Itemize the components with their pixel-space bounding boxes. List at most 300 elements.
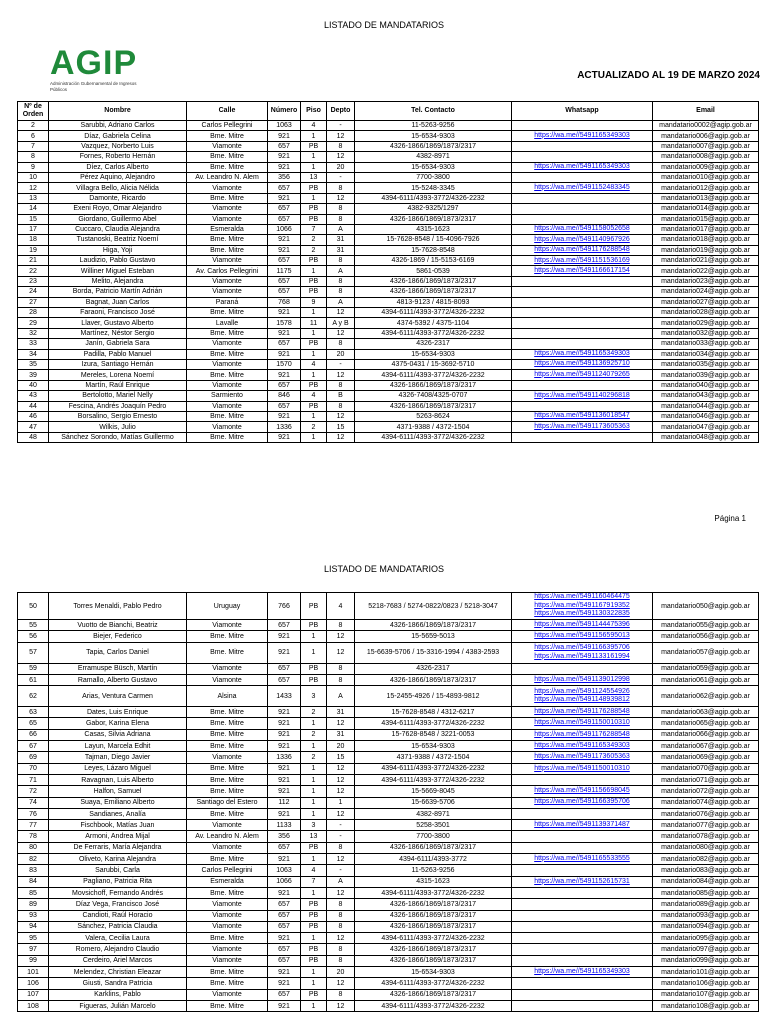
cell-piso: 2	[301, 707, 327, 718]
page-number: Página 1	[714, 514, 746, 523]
cell-email: mandatario034@agip.gob.ar	[653, 349, 759, 359]
cell-piso: 3	[301, 820, 327, 831]
whatsapp-link[interactable]: https://wa.me//5491176288548	[534, 246, 630, 254]
cell-piso: 1	[301, 808, 327, 819]
cell-depto: 8	[327, 339, 355, 349]
cell-whatsapp[interactable]	[512, 411, 653, 421]
cell-depto: 8	[327, 674, 355, 685]
cell-whatsapp[interactable]	[512, 183, 653, 193]
table-row	[18, 820, 759, 831]
cell-telefono: 4382-8971	[355, 152, 512, 162]
cell-whatsapp[interactable]	[512, 642, 653, 663]
cell-email: mandatario014@agip.gob.ar	[653, 204, 759, 214]
cell-depto: 12	[327, 808, 355, 819]
cell-calle: Viamonte	[187, 183, 268, 193]
cell-email: mandatario043@agip.gob.ar	[653, 391, 759, 401]
cell-nombre: Izura, Santiago Hernán	[49, 359, 187, 369]
whatsapp-link[interactable]: https://wa.me//5491152483345	[534, 183, 630, 191]
table-row	[18, 183, 759, 193]
cell-nombre: Pagliano, Patricia Rita	[49, 876, 187, 887]
cell-nombre: Sánchez Sorondo, Matías Guillermo	[49, 432, 187, 442]
cell-numero: 921	[268, 131, 301, 141]
cell-nombre: Janín, Gabriela Sara	[49, 339, 187, 349]
cell-email: mandatario097@agip.gob.ar	[653, 944, 759, 955]
cell-numero: 657	[268, 899, 301, 910]
whatsapp-link[interactable]: https://wa.me//5491148939812	[534, 696, 630, 704]
cell-email: mandatario023@agip.gob.ar	[653, 276, 759, 286]
cell-depto: 15	[327, 422, 355, 432]
cell-piso: PB	[301, 944, 327, 955]
cell-email: mandatario072@agip.gob.ar	[653, 786, 759, 797]
cell-orden: 65	[18, 718, 49, 729]
cell-whatsapp[interactable]	[512, 797, 653, 808]
cell-telefono: 15-5659-5013	[355, 631, 512, 642]
cell-whatsapp[interactable]	[512, 854, 653, 865]
cell-numero: 1336	[268, 422, 301, 432]
cell-whatsapp	[512, 774, 653, 785]
cell-whatsapp	[512, 842, 653, 853]
cell-calle: Bme. Mitre	[187, 718, 268, 729]
cell-whatsapp[interactable]	[512, 820, 653, 831]
whatsapp-link[interactable]: https://wa.me//5491136018547	[534, 412, 630, 420]
cell-calle: Av. Leandro N. Alem	[187, 172, 268, 182]
cell-numero: 657	[268, 620, 301, 631]
cell-piso: 4	[301, 121, 327, 131]
cell-orden: 24	[18, 287, 49, 297]
cell-email: mandatario095@agip.gob.ar	[653, 933, 759, 944]
whatsapp-link[interactable]: https://wa.me//5491140296818	[534, 391, 630, 399]
cell-email: mandatario035@agip.gob.ar	[653, 359, 759, 369]
cell-piso: PB	[301, 276, 327, 286]
cell-piso: 1	[301, 349, 327, 359]
cell-nombre: Llaver, Gustavo Alberto	[49, 318, 187, 328]
cell-telefono: 15-6534-9303	[355, 349, 512, 359]
cell-orden: 80	[18, 842, 49, 853]
whatsapp-link[interactable]: https://wa.me//5491150010310	[534, 719, 630, 727]
whatsapp-link[interactable]: https://wa.me//5491165349303	[534, 163, 630, 170]
cell-orden: 27	[18, 297, 49, 307]
whatsapp-link[interactable]: https://wa.me//5491176288548	[534, 730, 630, 738]
cell-whatsapp	[512, 308, 653, 318]
cell-telefono: 15-6534-9303	[355, 131, 512, 141]
cell-nombre: Melito, Alejandra	[49, 276, 187, 286]
cell-piso: 1	[301, 162, 327, 172]
cell-orden: 7	[18, 141, 49, 151]
cell-telefono: 4371-9388 / 4372-1504	[355, 422, 512, 432]
cell-email: mandatario021@agip.gob.ar	[653, 256, 759, 266]
cell-nombre: Tajman, Diego Javier	[49, 752, 187, 763]
cell-nombre: Biejer, Federico	[49, 631, 187, 642]
cell-telefono: 11-5263-9256	[355, 865, 512, 876]
header-telefono: Tel. Contacto	[355, 102, 512, 121]
cell-telefono: 15-6534-9303	[355, 741, 512, 752]
table-row	[18, 989, 759, 1000]
table-row	[18, 422, 759, 432]
cell-orden: 83	[18, 865, 49, 876]
cell-calle: Viamonte	[187, 752, 268, 763]
cell-numero: 657	[268, 276, 301, 286]
cell-numero: 657	[268, 214, 301, 224]
cell-depto: 8	[327, 842, 355, 853]
header-depto: Depto	[327, 102, 355, 121]
cell-telefono: 5263-8624	[355, 411, 512, 421]
table-row	[18, 921, 759, 932]
cell-depto: 8	[327, 663, 355, 674]
cell-email: mandatario101@agip.gob.ar	[653, 967, 759, 978]
cell-email: mandatario089@agip.gob.ar	[653, 899, 759, 910]
cell-depto: 12	[327, 763, 355, 774]
cell-calle: Viamonte	[187, 842, 268, 853]
cell-email: mandatario107@agip.gob.ar	[653, 989, 759, 1000]
cell-email: mandatario010@agip.gob.ar	[653, 172, 759, 182]
cell-nombre: Romero, Alejandro Claudio	[49, 944, 187, 955]
cell-numero: 657	[268, 380, 301, 390]
cell-depto: 8	[327, 214, 355, 224]
cell-piso: 7	[301, 876, 327, 887]
cell-depto: A	[327, 224, 355, 234]
cell-whatsapp[interactable]	[512, 349, 653, 359]
table-row	[18, 899, 759, 910]
cell-telefono: 15-7628-8548 / 4312-6217	[355, 707, 512, 718]
cell-nombre: Candioti, Raúl Horacio	[49, 910, 187, 921]
cell-depto: A	[327, 686, 355, 707]
cell-telefono: 4394-6111/4393-3772/4326-2232	[355, 432, 512, 442]
cell-orden: 77	[18, 820, 49, 831]
cell-whatsapp[interactable]	[512, 674, 653, 685]
whatsapp-link[interactable]: https://wa.me//5491144475396	[534, 620, 630, 628]
table-row	[18, 328, 759, 338]
whatsapp-link[interactable]: https://wa.me//5491166617154	[534, 266, 630, 274]
cell-nombre: Movsichoff, Fernando Andrés	[49, 887, 187, 898]
cell-nombre: Cuccaro, Claudia Alejandra	[49, 224, 187, 234]
cell-telefono: 4326-1866/1869/1873/2317	[355, 287, 512, 297]
cell-calle: Santiago del Estero	[187, 797, 268, 808]
cell-whatsapp[interactable]	[512, 686, 653, 707]
table-row	[18, 842, 759, 853]
whatsapp-link[interactable]: https://wa.me//5491150010310	[534, 764, 630, 772]
cell-numero: 921	[268, 432, 301, 442]
cell-email: mandatario008@agip.gob.ar	[653, 152, 759, 162]
whatsapp-link[interactable]: https://wa.me//5491166395706	[534, 798, 630, 806]
table-row	[18, 593, 759, 620]
cell-email: mandatario040@agip.gob.ar	[653, 380, 759, 390]
cell-whatsapp[interactable]	[512, 763, 653, 774]
cell-whatsapp[interactable]	[512, 707, 653, 718]
cell-piso: PB	[301, 141, 327, 151]
cell-calle: Viamonte	[187, 944, 268, 955]
cell-telefono: 4326-1866/1869/1873/2317	[355, 921, 512, 932]
cell-depto: 4	[327, 593, 355, 620]
cell-whatsapp	[512, 401, 653, 411]
cell-depto: 12	[327, 193, 355, 203]
cell-numero: 1175	[268, 266, 301, 276]
whatsapp-link[interactable]: https://wa.me//5491124079265	[534, 370, 630, 378]
whatsapp-link[interactable]: https://wa.me//5491173605363	[534, 753, 630, 761]
cell-telefono: 4315-1623	[355, 224, 512, 234]
cell-whatsapp[interactable]	[512, 593, 653, 620]
table-row	[18, 729, 759, 740]
cell-whatsapp	[512, 921, 653, 932]
table-row	[18, 141, 759, 151]
cell-nombre: Faraoni, Francisco José	[49, 308, 187, 318]
cell-calle: Esmeralda	[187, 876, 268, 887]
table-row	[18, 152, 759, 162]
cell-nombre: Padilla, Pablo Manuel	[49, 349, 187, 359]
cell-email: mandatario062@agip.gob.ar	[653, 686, 759, 707]
cell-email: mandatario032@agip.gob.ar	[653, 328, 759, 338]
cell-whatsapp[interactable]	[512, 235, 653, 245]
cell-depto: A y B	[327, 318, 355, 328]
cell-whatsapp	[512, 214, 653, 224]
cell-nombre: Williner Miguel Esteban	[49, 266, 187, 276]
whatsapp-link[interactable]: https://wa.me//5491140967926	[534, 235, 630, 243]
cell-telefono: 4326-1866/1869/1873/2317	[355, 401, 512, 411]
cell-email: mandatario057@agip.gob.ar	[653, 642, 759, 663]
cell-depto: 8	[327, 276, 355, 286]
table-row	[18, 674, 759, 685]
cell-email: mandatario012@agip.gob.ar	[653, 183, 759, 193]
cell-orden: 69	[18, 752, 49, 763]
cell-telefono: 4394-6111/4393-3772/4326-2232	[355, 328, 512, 338]
cell-telefono: 15-6639-5706	[355, 797, 512, 808]
cell-whatsapp[interactable]	[512, 131, 653, 141]
table-row	[18, 204, 759, 214]
table-row	[18, 955, 759, 966]
cell-whatsapp[interactable]	[512, 876, 653, 887]
cell-depto: 8	[327, 620, 355, 631]
cell-numero: 1578	[268, 318, 301, 328]
cell-piso: 1	[301, 370, 327, 380]
cell-whatsapp[interactable]	[512, 786, 653, 797]
cell-numero: 657	[268, 183, 301, 193]
whatsapp-link[interactable]: https://wa.me//5491158052658	[534, 225, 630, 233]
whatsapp-link[interactable]: https://wa.me//5491165349303	[534, 131, 630, 139]
cell-telefono: 4326-2317	[355, 663, 512, 674]
header-orden: Nº de Orden	[18, 102, 49, 121]
cell-whatsapp[interactable]	[512, 162, 653, 172]
table-row	[18, 131, 759, 141]
cell-piso: 1	[301, 978, 327, 989]
cell-depto: A	[327, 297, 355, 307]
whatsapp-link[interactable]: https://wa.me//5491136925710	[534, 360, 630, 368]
whatsapp-link[interactable]: https://wa.me//5491166395706	[534, 644, 630, 652]
cell-telefono: 4326-1866/1869/1873/2317	[355, 955, 512, 966]
cell-nombre: Tapia, Carlos Daniel	[49, 642, 187, 663]
cell-whatsapp[interactable]	[512, 967, 653, 978]
cell-orden: 97	[18, 944, 49, 955]
cell-depto: 8	[327, 989, 355, 1000]
cell-whatsapp[interactable]	[512, 391, 653, 401]
cell-email: mandatario065@agip.gob.ar	[653, 718, 759, 729]
cell-email: mandatario028@agip.gob.ar	[653, 308, 759, 318]
cell-whatsapp[interactable]	[512, 729, 653, 740]
cell-depto: -	[327, 831, 355, 842]
cell-email: mandatario044@agip.gob.ar	[653, 401, 759, 411]
whatsapp-link[interactable]: https://wa.me//5491160464475	[534, 593, 630, 601]
cell-calle: Carlos Pellegrini	[187, 121, 268, 131]
cell-depto: 8	[327, 380, 355, 390]
cell-numero: 921	[268, 854, 301, 865]
whatsapp-link[interactable]: https://wa.me//5491165349303	[534, 350, 630, 358]
cell-email: mandatario007@agip.gob.ar	[653, 141, 759, 151]
whatsapp-link[interactable]: https://wa.me//5491173605363	[534, 422, 630, 430]
whatsapp-link[interactable]: https://wa.me//5491156595013	[534, 632, 630, 640]
table-row	[18, 276, 759, 286]
cell-calle: Bme. Mitre	[187, 887, 268, 898]
cell-numero: 657	[268, 910, 301, 921]
cell-email: mandatario077@agip.gob.ar	[653, 820, 759, 831]
table-row	[18, 287, 759, 297]
header-nombre: Nombre	[49, 102, 187, 121]
cell-telefono: 4326-1866/1869/1873/2317	[355, 380, 512, 390]
table-row	[18, 349, 759, 359]
cell-calle: Bme. Mitre	[187, 193, 268, 203]
cell-email: mandatario080@agip.gob.ar	[653, 842, 759, 853]
cell-telefono: 4394-6111/4393-3772/4326-2232	[355, 887, 512, 898]
cell-depto: 12	[327, 642, 355, 663]
whatsapp-link[interactable]: https://wa.me//5491124554926	[534, 687, 630, 695]
table-row	[18, 718, 759, 729]
cell-numero: 921	[268, 933, 301, 944]
cell-numero: 921	[268, 707, 301, 718]
cell-orden: 13	[18, 193, 49, 203]
cell-whatsapp[interactable]	[512, 631, 653, 642]
cell-numero: 1336	[268, 752, 301, 763]
cell-piso: 13	[301, 831, 327, 842]
cell-whatsapp[interactable]	[512, 224, 653, 234]
cell-numero: 921	[268, 763, 301, 774]
cell-calle: Viamonte	[187, 674, 268, 685]
cell-orden: 14	[18, 204, 49, 214]
whatsapp-link[interactable]: https://wa.me//5491133161994	[534, 652, 630, 660]
cell-email: mandatario019@agip.gob.ar	[653, 245, 759, 255]
cell-nombre: Mereles, Lorena Noemí	[49, 370, 187, 380]
table-row	[18, 865, 759, 876]
header-piso: Piso	[301, 102, 327, 121]
cell-telefono: 7700-3800	[355, 172, 512, 182]
cell-nombre: Díez, Carlos Alberto	[49, 162, 187, 172]
cell-piso: 1	[301, 741, 327, 752]
cell-calle: Viamonte	[187, 339, 268, 349]
cell-email: mandatario048@agip.gob.ar	[653, 432, 759, 442]
cell-piso: PB	[301, 842, 327, 853]
cell-nombre: Figueras, Julián Marcelo	[49, 1000, 187, 1011]
cell-whatsapp	[512, 831, 653, 842]
cell-whatsapp[interactable]	[512, 718, 653, 729]
cell-whatsapp	[512, 328, 653, 338]
cell-email: mandatario108@agip.gob.ar	[653, 1000, 759, 1011]
cell-whatsapp[interactable]	[512, 741, 653, 752]
cell-nombre: Higa, Yoji	[49, 245, 187, 255]
cell-nombre: Bertolotto, Mariel Nelly	[49, 391, 187, 401]
whatsapp-link[interactable]: https://wa.me//5491139371487	[534, 821, 630, 829]
table-row	[18, 308, 759, 318]
table-row	[18, 763, 759, 774]
table-row	[18, 256, 759, 266]
cell-whatsapp[interactable]	[512, 256, 653, 266]
cell-orden: 44	[18, 401, 49, 411]
cell-telefono: 4371-9388 / 4372-1504	[355, 752, 512, 763]
cell-telefono: 15-2455-4926 / 15-4893-9812	[355, 686, 512, 707]
whatsapp-link[interactable]: https://wa.me//5491151536169	[534, 256, 630, 264]
cell-whatsapp[interactable]	[512, 422, 653, 432]
cell-email: mandatario085@agip.gob.ar	[653, 887, 759, 898]
cell-calle: Bme. Mitre	[187, 1000, 268, 1011]
cell-whatsapp	[512, 663, 653, 674]
cell-telefono: 15-7628-8548 / 15-4096-7926	[355, 235, 512, 245]
whatsapp-link[interactable]: https://wa.me//5491167919352	[534, 601, 630, 609]
whatsapp-link[interactable]: https://wa.me//5491139012998	[534, 675, 630, 683]
cell-whatsapp[interactable]	[512, 752, 653, 763]
cell-numero: 768	[268, 297, 301, 307]
cell-numero: 921	[268, 978, 301, 989]
cell-nombre: Borsalino, Sergio Ernesto	[49, 411, 187, 421]
document-title: LISTADO DE MANDATARIOS	[323, 20, 444, 30]
cell-numero: 657	[268, 401, 301, 411]
cell-email: mandatario047@agip.gob.ar	[653, 422, 759, 432]
cell-nombre: Valera, Cecilia Laura	[49, 933, 187, 944]
cell-calle: Bme. Mitre	[187, 642, 268, 663]
table-row	[18, 235, 759, 245]
cell-depto: 15	[327, 752, 355, 763]
cell-orden: 106	[18, 978, 49, 989]
cell-numero: 657	[268, 204, 301, 214]
cell-depto: -	[327, 820, 355, 831]
table-row	[18, 359, 759, 369]
whatsapp-link[interactable]: https://wa.me//5491165533555	[534, 854, 630, 862]
whatsapp-link[interactable]: https://wa.me//5491156698045	[534, 787, 630, 795]
cell-whatsapp[interactable]	[512, 359, 653, 369]
cell-piso: 1	[301, 933, 327, 944]
whatsapp-link[interactable]: https://wa.me//5491176288548	[534, 708, 630, 716]
whatsapp-link[interactable]: https://wa.me//5491165349303	[534, 741, 630, 749]
cell-piso: PB	[301, 955, 327, 966]
cell-numero: 921	[268, 887, 301, 898]
cell-whatsapp[interactable]	[512, 370, 653, 380]
cell-whatsapp	[512, 152, 653, 162]
cell-calle: Bme. Mitre	[187, 741, 268, 752]
cell-orden: 66	[18, 729, 49, 740]
cell-orden: 9	[18, 162, 49, 172]
cell-orden: 70	[18, 763, 49, 774]
cell-piso: 7	[301, 224, 327, 234]
cell-whatsapp[interactable]	[512, 620, 653, 631]
cell-piso: 1	[301, 774, 327, 785]
cell-nombre: Fescina, Andrés Joaquín Pedro	[49, 401, 187, 411]
whatsapp-link[interactable]: https://wa.me//5491130322835	[534, 610, 630, 618]
cell-nombre: Wilkis, Julio	[49, 422, 187, 432]
cell-nombre: Exeni Royo, Omar Alejandro	[49, 204, 187, 214]
cell-numero: 921	[268, 162, 301, 172]
cell-numero: 356	[268, 172, 301, 182]
cell-depto: 8	[327, 955, 355, 966]
whatsapp-link[interactable]: https://wa.me//5491165349303	[534, 967, 630, 975]
cell-depto: 12	[327, 432, 355, 442]
whatsapp-link[interactable]: https://wa.me//5491152615731	[534, 877, 630, 885]
cell-whatsapp[interactable]	[512, 266, 653, 276]
cell-whatsapp	[512, 933, 653, 944]
cell-piso: 9	[301, 297, 327, 307]
cell-calle: Viamonte	[187, 204, 268, 214]
cell-calle: Bme. Mitre	[187, 808, 268, 819]
table-row	[18, 224, 759, 234]
cell-piso: 2	[301, 235, 327, 245]
cell-whatsapp	[512, 865, 653, 876]
cell-whatsapp[interactable]	[512, 245, 653, 255]
cell-depto: -	[327, 865, 355, 876]
cell-orden: 47	[18, 422, 49, 432]
cell-depto: 31	[327, 235, 355, 245]
